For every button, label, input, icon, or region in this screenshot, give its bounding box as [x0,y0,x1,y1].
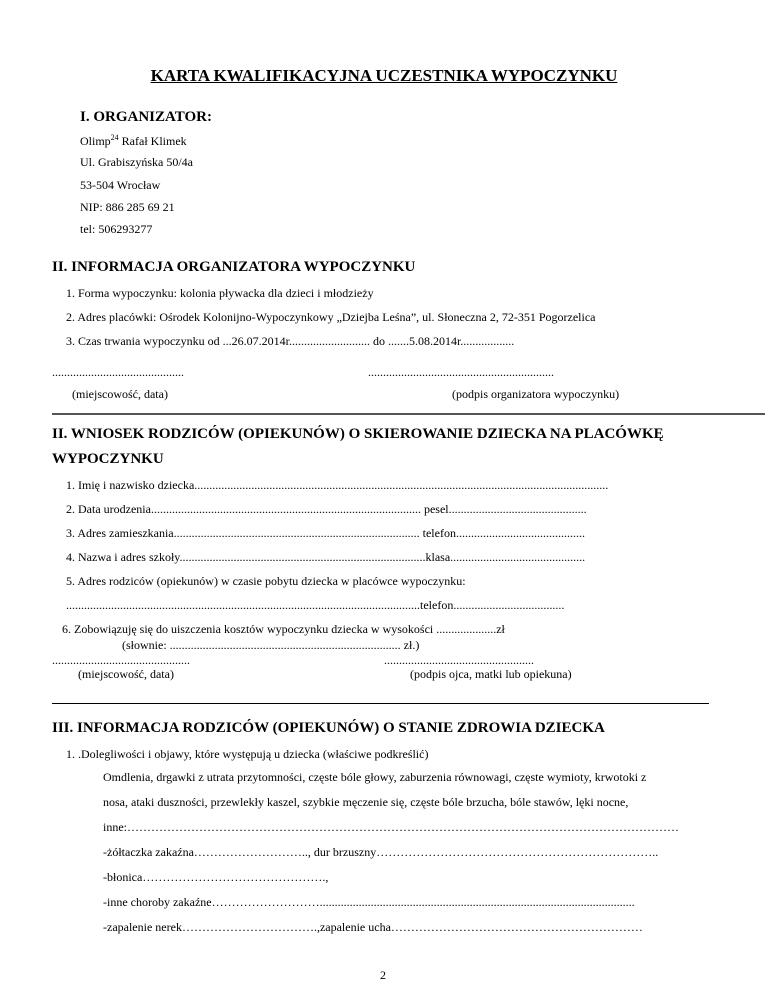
section-health-heading: III. INFORMACJA RODZICÓW (OPIEKUNÓW) O STANIE ZDROWIA DZIECKA [52,720,605,736]
organizer-street: Ul. Grabiszyńska 50/4a [80,155,193,169]
request-item-birth-date: 2. Data urodzenia.......................................................................................... pesel.............................................. [66,502,587,516]
section-organizator-heading: I. ORGANIZATOR: [80,109,212,125]
organizer-name [80,133,187,149]
organizer-info-item-1: 1. Forma wypoczynku: kolonia pływacka dla dzieci i młodzieży [66,286,374,300]
health-diphtheria: -błonica………………………………………., [103,870,329,884]
parent-sig-signature-label: (podpis ojca, matki lub opiekuna) [410,667,572,681]
health-other-infectious: -inne choroby zakaźne………………………......................................................................................................... [103,895,635,909]
organizer-name-rest: Rafał Klimek [118,134,187,148]
request-item-parents-address: 5. Adres rodziców (opiekunów) w czasie pobytu dziecka w placówce wypoczynku: [66,574,466,588]
health-nephritis-otitis: -zapalenie nerek…………………………….,zapalenie ucha……………………………………………………… [103,920,643,934]
organizer-phone: tel: 506293277 [80,222,153,236]
request-item-address: 3. Adres zamieszkania.................................................................................. telefon........................................... [66,526,585,540]
parent-sig-date-line: .............................................. [52,653,190,667]
parent-sig-date-label: (miejscowość, data) [78,667,174,681]
request-item-cost-words: (słownie: ............................................................................. zł.) [122,638,420,652]
section-divider [52,413,765,415]
organizer-sig-signature-line: .............................................................. [368,365,554,379]
section-divider [52,703,709,704]
health-intro: 1. .Dolegliwości i objawy, które występują u dziecka (właściwe podkreślić) [66,747,429,761]
page-number: 2 [380,968,386,982]
organizer-name-main: Olimp [80,134,111,148]
organizer-nip: NIP: 886 285 69 21 [80,200,175,214]
organizer-name-superscript: 24 [110,133,119,142]
organizer-city: 53-504 Wrocław [80,178,161,192]
organizer-sig-date-label: (miejscowość, data) [72,387,168,401]
request-item-school: 4. Nazwa i adres szkoły..................................................................................klasa............................................. [66,550,586,564]
parent-sig-signature-line: .................................................. [384,653,534,667]
organizer-info-item-3: 3. Czas trwania wypoczynku od ...26.07.2014r........................... do .......5.08.2014r.................. [66,334,515,348]
section-parents-request-heading: II. WNIOSEK RODZICÓW (OPIEKUNÓW) O SKIEROWANIE DZIECKA NA PLACÓWKĘ [52,426,664,442]
request-item-child-name: 1. Imię i nazwisko dziecka.......................................................................................................................................... [66,478,609,492]
document-title: KARTA KWALIFIKACYJNA UCZESTNIKA WYPOCZYNKU [150,66,618,85]
section-organizer-info-heading: II. INFORMACJA ORGANIZATORA WYPOCZYNKU [52,259,416,275]
organizer-sig-signature-label: (podpis organizatora wypoczynku) [452,387,620,401]
request-item-parents-address-line: ......................................................................................................................telefon..................................... [66,598,565,612]
section-parents-request-heading-cont: WYPOCZYNKU [52,451,164,467]
organizer-sig-date-line: ............................................ [52,365,184,379]
request-item-cost: 6. Zobowiązuję się do uiszczenia kosztów wypoczynku dziecka w wysokości ....................zł [62,622,505,636]
health-symptoms-other: inne:………………………………………………………………………………………………………………………… [103,820,679,834]
health-jaundice-typhoid: -żółtaczka zakaźna……………………….., dur brzuszny…………………………………………………………….. [103,845,659,859]
health-symptoms-line-2: nosa, ataki duszności, przewlekły kaszel, szybkie męczenie się, częste bóle brzucha, bóle stawów, lęki nocne, [103,795,629,809]
health-symptoms-line-1: Omdlenia, drgawki z utrata przytomności, częste bóle głowy, zaburzenia równowagi, częste wymioty, krwotoki z [103,770,647,784]
organizer-info-item-2: 2. Adres placówki: Ośrodek Kolonijno-Wypoczynkowy „Dziejba Leśna”, ul. Słoneczna 2, 72-351 Pogorzelica [66,310,596,324]
